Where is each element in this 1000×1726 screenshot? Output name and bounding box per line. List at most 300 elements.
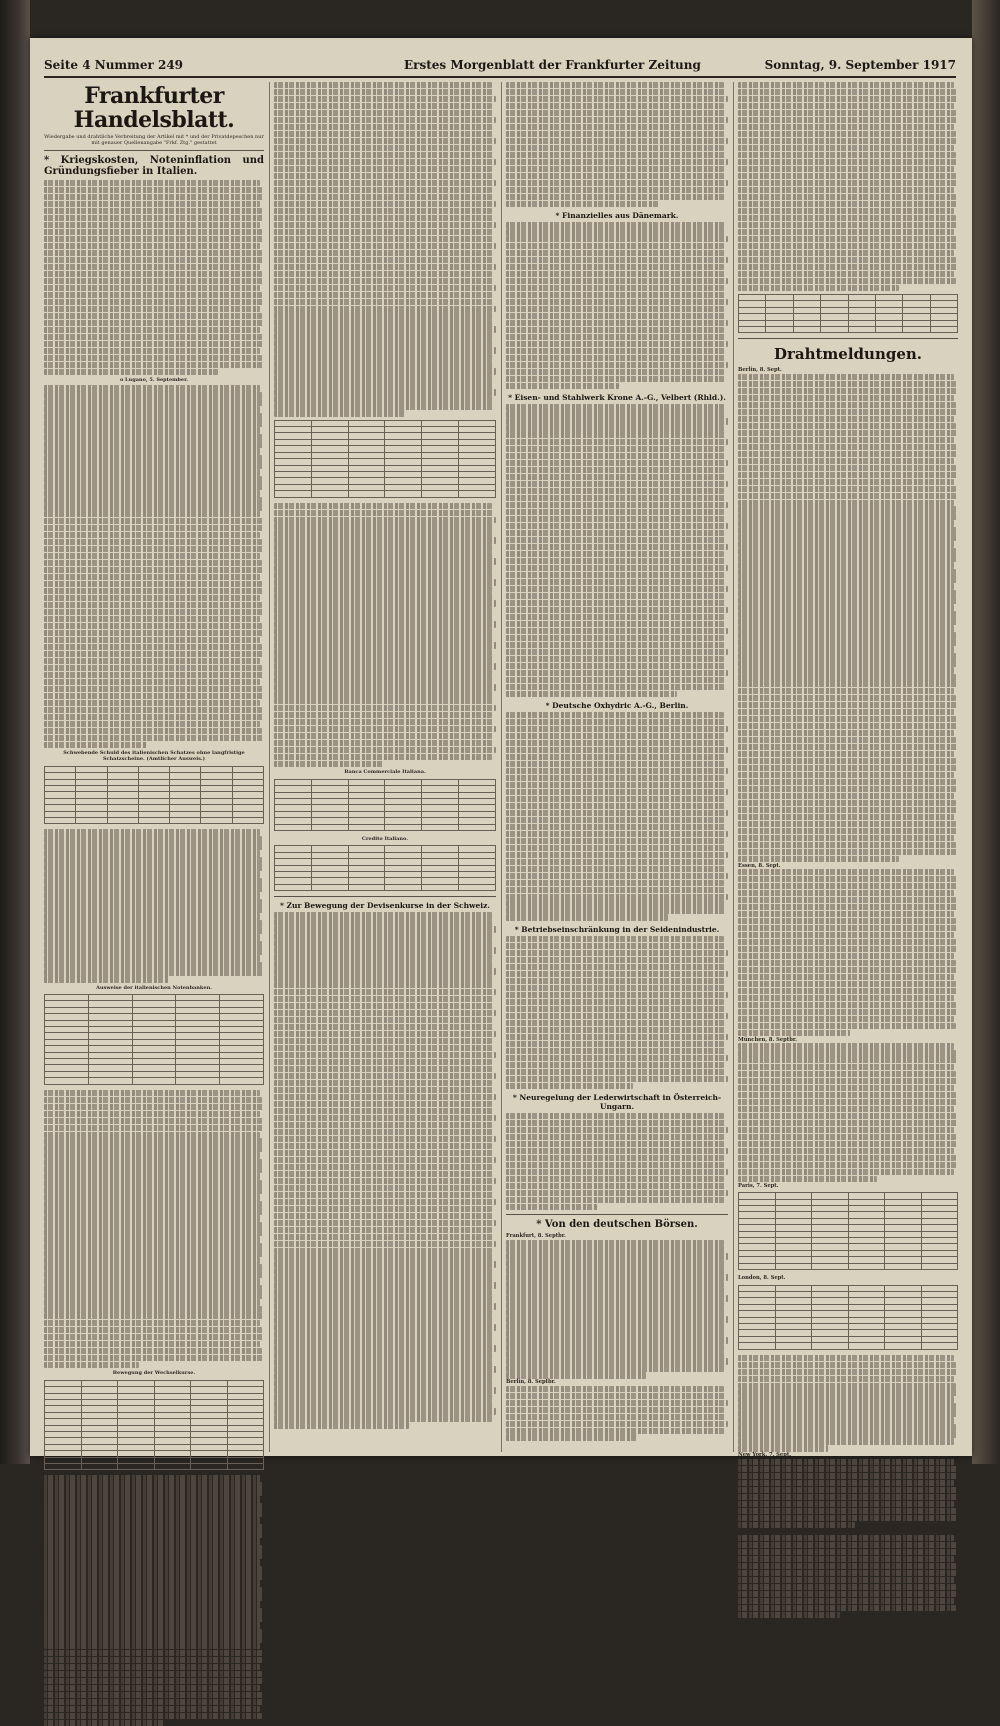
text-line xyxy=(274,326,496,332)
text-line xyxy=(506,1344,724,1350)
text-line xyxy=(738,674,956,680)
text-line xyxy=(274,1080,492,1086)
text-line xyxy=(506,285,724,291)
text-line xyxy=(506,712,724,718)
text-line xyxy=(274,1303,496,1309)
text-line xyxy=(274,312,492,318)
text-line xyxy=(44,1355,264,1361)
text-line xyxy=(738,702,958,708)
text-line xyxy=(738,793,954,799)
text-line xyxy=(274,306,496,312)
text-line xyxy=(44,651,264,657)
text-line xyxy=(44,1111,260,1117)
text-line xyxy=(44,285,260,291)
text-line xyxy=(738,1369,958,1375)
data-table xyxy=(274,845,496,891)
text-line xyxy=(738,381,956,387)
text-line xyxy=(274,180,496,186)
text-line xyxy=(44,948,264,954)
table-cell xyxy=(132,1078,176,1084)
text-line xyxy=(44,420,264,426)
text-line xyxy=(738,1570,958,1576)
text-line xyxy=(506,1358,728,1364)
table-cell xyxy=(459,824,496,830)
text-line xyxy=(738,835,954,841)
text-line xyxy=(44,208,262,214)
text-line xyxy=(44,906,264,912)
table-cell xyxy=(459,491,496,497)
text-line xyxy=(738,918,956,924)
text-line xyxy=(738,807,958,813)
text-line xyxy=(738,765,958,771)
text-line xyxy=(44,1615,264,1621)
article-title: * Eisen- und Stahlwerk Krone A.-G., Velbert (Rhld.). xyxy=(508,393,726,403)
text-line xyxy=(506,1062,724,1068)
text-line xyxy=(738,974,954,980)
table-cell xyxy=(459,884,496,890)
text-line xyxy=(506,271,726,277)
table-cell xyxy=(921,1343,958,1349)
text-line xyxy=(44,490,260,496)
text-line xyxy=(274,257,494,263)
text-line xyxy=(506,1372,646,1378)
column-rule xyxy=(733,82,734,1452)
text-line xyxy=(44,588,264,594)
article-body xyxy=(738,1459,958,1528)
text-line xyxy=(506,334,726,340)
text-line xyxy=(738,236,956,242)
text-line xyxy=(44,1594,264,1600)
text-line xyxy=(44,1706,260,1712)
text-line xyxy=(738,981,956,987)
text-line xyxy=(274,368,496,374)
table-cell xyxy=(348,824,385,830)
text-line xyxy=(44,406,260,412)
text-line xyxy=(274,340,494,346)
text-line xyxy=(274,761,383,767)
text-line xyxy=(738,597,958,603)
text-line xyxy=(738,646,954,652)
text-line xyxy=(506,502,728,508)
text-line xyxy=(274,975,492,981)
text-line xyxy=(274,1038,492,1044)
text-line xyxy=(44,257,264,263)
text-line xyxy=(44,892,260,898)
text-line xyxy=(738,653,956,659)
text-line xyxy=(506,1120,726,1126)
text-line xyxy=(506,1407,724,1413)
text-line xyxy=(738,821,956,827)
text-line xyxy=(274,403,494,409)
article-title: * Kriegskosten, Noteninflation und Gründungsfieber in Italien. xyxy=(44,155,264,177)
text-line xyxy=(274,264,496,270)
text-line xyxy=(506,243,724,249)
table-row xyxy=(45,818,264,824)
text-line xyxy=(274,222,496,228)
text-line xyxy=(506,670,728,676)
text-line xyxy=(738,1466,956,1472)
text-line xyxy=(738,264,958,270)
text-line xyxy=(44,707,262,713)
text-line xyxy=(506,726,728,732)
text-line xyxy=(738,939,956,945)
text-line xyxy=(506,278,728,284)
text-line xyxy=(44,574,260,580)
table-caption: Credito Italiano. xyxy=(361,836,409,842)
text-line xyxy=(274,1387,496,1393)
text-line xyxy=(738,842,956,848)
text-line xyxy=(274,82,492,88)
text-line xyxy=(506,1434,637,1440)
article-body xyxy=(506,712,728,921)
text-line xyxy=(274,1401,494,1407)
text-line xyxy=(506,1351,726,1357)
text-line xyxy=(274,740,494,746)
text-line xyxy=(738,1535,954,1541)
text-line xyxy=(506,1295,728,1301)
text-line xyxy=(274,166,492,172)
text-line xyxy=(44,1622,260,1628)
text-line xyxy=(506,173,726,179)
text-line xyxy=(738,625,954,631)
text-line xyxy=(506,845,726,851)
text-line xyxy=(738,257,956,263)
text-line xyxy=(506,1316,728,1322)
text-line xyxy=(274,1248,492,1254)
text-line xyxy=(738,409,958,415)
text-line xyxy=(44,1573,264,1579)
text-line xyxy=(274,1241,496,1247)
text-line xyxy=(274,1192,494,1198)
text-line xyxy=(506,159,728,165)
article-title: * Finanzielles aus Dänemark. xyxy=(555,211,679,221)
text-line xyxy=(274,201,496,207)
table-cell xyxy=(848,1263,885,1269)
text-line xyxy=(44,546,264,552)
text-line xyxy=(274,1178,496,1184)
text-line xyxy=(44,623,262,629)
table-cell xyxy=(385,491,422,497)
text-line xyxy=(506,131,726,137)
text-line xyxy=(44,355,262,361)
text-line xyxy=(738,187,954,193)
text-line xyxy=(506,789,728,795)
text-line xyxy=(506,943,726,949)
text-line xyxy=(274,333,492,339)
text-line xyxy=(274,912,492,918)
article-body xyxy=(44,1090,264,1369)
text-line xyxy=(274,537,496,543)
text-line xyxy=(738,271,954,277)
text-line xyxy=(738,1410,958,1416)
text-line xyxy=(506,1386,724,1392)
text-line xyxy=(506,1055,728,1061)
text-line xyxy=(738,1113,956,1119)
text-line xyxy=(274,691,492,697)
text-line xyxy=(506,432,726,438)
text-line xyxy=(44,1475,260,1481)
text-line xyxy=(274,389,496,395)
text-line xyxy=(506,1240,724,1246)
text-line xyxy=(738,1424,956,1430)
dateline: o Lugano, 5. September. xyxy=(119,376,189,383)
text-line xyxy=(274,1052,496,1058)
text-line xyxy=(274,1122,492,1128)
text-line xyxy=(274,410,405,416)
text-line xyxy=(44,1145,264,1151)
text-line xyxy=(738,1403,956,1409)
text-line xyxy=(274,642,496,648)
article-title: * Neuregelung der Lederwirtschaft in Österreich-Ungarn. xyxy=(512,1092,722,1111)
text-line xyxy=(506,859,724,865)
text-line xyxy=(44,1538,260,1544)
text-line xyxy=(506,593,724,599)
text-line xyxy=(274,517,496,523)
article-body xyxy=(44,180,264,375)
text-line xyxy=(738,416,954,422)
text-line xyxy=(44,1601,260,1607)
text-line xyxy=(506,1155,724,1161)
text-line xyxy=(738,1099,958,1105)
text-line xyxy=(506,1169,728,1175)
text-line xyxy=(506,180,728,186)
text-line xyxy=(44,728,262,734)
text-line xyxy=(274,194,494,200)
text-line xyxy=(274,1220,496,1226)
data-table xyxy=(274,779,496,831)
table-caption: Bewegung der Wechselkurse. xyxy=(112,1370,196,1377)
text-line xyxy=(506,313,726,319)
table-cell xyxy=(118,1464,155,1470)
text-line xyxy=(44,532,260,538)
text-line xyxy=(506,817,724,823)
text-line xyxy=(44,969,264,975)
text-line xyxy=(738,402,956,408)
text-line xyxy=(274,649,492,655)
text-line xyxy=(506,957,724,963)
text-line xyxy=(44,962,262,968)
text-line xyxy=(738,1605,956,1611)
text-line xyxy=(738,667,954,673)
text-line xyxy=(506,866,726,872)
text-line xyxy=(506,1421,728,1427)
column-rule xyxy=(501,82,502,1452)
text-line xyxy=(738,1487,956,1493)
text-line xyxy=(738,1092,956,1098)
article-body xyxy=(738,374,958,862)
text-line xyxy=(506,1288,726,1294)
text-line xyxy=(274,1150,494,1156)
data-table xyxy=(738,1285,958,1350)
text-line xyxy=(506,992,728,998)
text-line xyxy=(44,518,262,524)
text-line xyxy=(506,907,726,913)
text-line xyxy=(274,1282,496,1288)
text-line xyxy=(738,1612,841,1618)
text-line xyxy=(274,572,494,578)
text-line xyxy=(44,334,262,340)
text-line xyxy=(274,996,492,1002)
text-line xyxy=(274,684,496,690)
text-line xyxy=(506,691,677,697)
text-line xyxy=(738,437,954,443)
text-line xyxy=(506,229,726,235)
text-line xyxy=(274,250,492,256)
table-cell xyxy=(220,1078,264,1084)
text-line xyxy=(44,913,260,919)
text-line xyxy=(44,1580,260,1586)
text-line xyxy=(274,152,494,158)
text-line xyxy=(44,829,260,835)
text-line xyxy=(738,904,958,910)
text-line xyxy=(738,967,958,973)
text-line xyxy=(506,1076,728,1082)
text-line xyxy=(44,1118,262,1124)
text-line xyxy=(274,208,492,214)
text-line xyxy=(506,264,724,270)
text-line xyxy=(506,453,726,459)
text-line xyxy=(738,285,899,291)
text-line xyxy=(738,513,958,519)
text-line xyxy=(506,124,724,130)
text-line xyxy=(506,1041,724,1047)
text-line xyxy=(506,103,724,109)
text-line xyxy=(738,82,954,88)
text-line xyxy=(274,1185,492,1191)
text-line xyxy=(274,159,496,165)
text-line xyxy=(738,395,954,401)
text-line xyxy=(44,871,260,877)
text-line xyxy=(506,1190,728,1196)
text-line xyxy=(274,1380,494,1386)
text-line xyxy=(44,1243,262,1249)
text-line xyxy=(274,1359,494,1365)
text-line xyxy=(44,934,260,940)
text-line xyxy=(506,824,726,830)
masthead-subtitle: Wiedergabe und drahtliche Verbreitung der Artikel mit * und der Privatdepeschen nur mit genauer Quellenangabe "Frkf. Ztg." gestattet xyxy=(44,134,264,146)
text-line xyxy=(44,1657,264,1663)
text-line xyxy=(738,229,954,235)
text-line xyxy=(44,899,262,905)
text-line xyxy=(44,180,260,186)
text-line xyxy=(44,665,262,671)
text-line xyxy=(738,423,956,429)
text-line xyxy=(738,911,954,917)
text-line xyxy=(274,600,496,606)
text-line xyxy=(44,1341,260,1347)
text-line xyxy=(738,215,956,221)
text-line xyxy=(738,1563,956,1569)
article-body xyxy=(44,1475,264,1726)
text-line xyxy=(274,1066,494,1072)
text-line xyxy=(738,96,958,102)
text-line xyxy=(738,604,954,610)
text-line xyxy=(274,954,492,960)
text-line xyxy=(274,1164,492,1170)
table-cell xyxy=(793,326,820,332)
article-title: * Zur Bewegung der Devisenkurse in der Schweiz. xyxy=(280,901,490,911)
text-line xyxy=(274,1289,492,1295)
text-line xyxy=(274,131,494,137)
text-line xyxy=(738,1459,954,1465)
text-line xyxy=(44,714,264,720)
text-line xyxy=(738,876,956,882)
text-line xyxy=(738,1417,954,1423)
text-line xyxy=(506,852,728,858)
text-line xyxy=(506,900,724,906)
text-line xyxy=(506,572,724,578)
table-cell xyxy=(422,491,459,497)
text-line xyxy=(738,520,954,526)
text-line xyxy=(506,831,728,837)
text-line xyxy=(738,1522,855,1528)
text-line xyxy=(274,919,494,925)
text-line xyxy=(44,1285,262,1291)
text-line xyxy=(44,511,260,517)
text-line xyxy=(506,439,728,445)
text-line xyxy=(506,355,726,361)
text-line xyxy=(274,503,492,509)
section-title: * Von den deutschen Börsen. xyxy=(536,1219,698,1231)
text-line xyxy=(44,1215,260,1221)
text-line xyxy=(738,828,958,834)
text-line xyxy=(274,1073,496,1079)
text-line xyxy=(738,458,954,464)
text-line xyxy=(274,989,496,995)
text-line xyxy=(738,506,956,512)
table-cell xyxy=(885,1343,922,1349)
text-line xyxy=(738,1362,956,1368)
text-line xyxy=(44,1194,260,1200)
text-line xyxy=(738,500,954,506)
text-line xyxy=(506,117,728,123)
column-rule xyxy=(269,82,270,1452)
text-line xyxy=(274,278,494,284)
text-line xyxy=(44,1125,264,1131)
text-line xyxy=(506,1309,726,1315)
text-line xyxy=(44,1278,260,1284)
text-line xyxy=(738,856,899,862)
text-line xyxy=(738,1002,956,1008)
article-title: * Deutsche Oxhydric A.-G., Berlin. xyxy=(545,700,689,710)
column-4 xyxy=(738,82,958,1535)
text-line xyxy=(506,719,726,725)
text-line xyxy=(274,1394,492,1400)
text-line xyxy=(506,327,724,333)
text-line xyxy=(44,1362,139,1368)
text-line xyxy=(506,89,726,95)
text-line xyxy=(506,1083,633,1089)
text-line xyxy=(506,1027,726,1033)
text-line xyxy=(44,630,264,636)
dateline: Berlin, 8. Sept. xyxy=(738,367,782,374)
text-line xyxy=(506,1400,728,1406)
table-cell xyxy=(348,491,385,497)
text-line xyxy=(506,978,724,984)
text-line xyxy=(506,530,724,536)
text-line xyxy=(738,1515,958,1521)
text-line xyxy=(44,941,262,947)
text-line xyxy=(274,719,494,725)
text-line xyxy=(738,131,956,137)
text-line xyxy=(506,887,726,893)
table-row xyxy=(739,326,958,332)
text-line xyxy=(506,880,724,886)
text-line xyxy=(44,292,262,298)
text-line xyxy=(44,476,262,482)
table-cell xyxy=(311,884,348,890)
text-line xyxy=(506,1253,728,1259)
